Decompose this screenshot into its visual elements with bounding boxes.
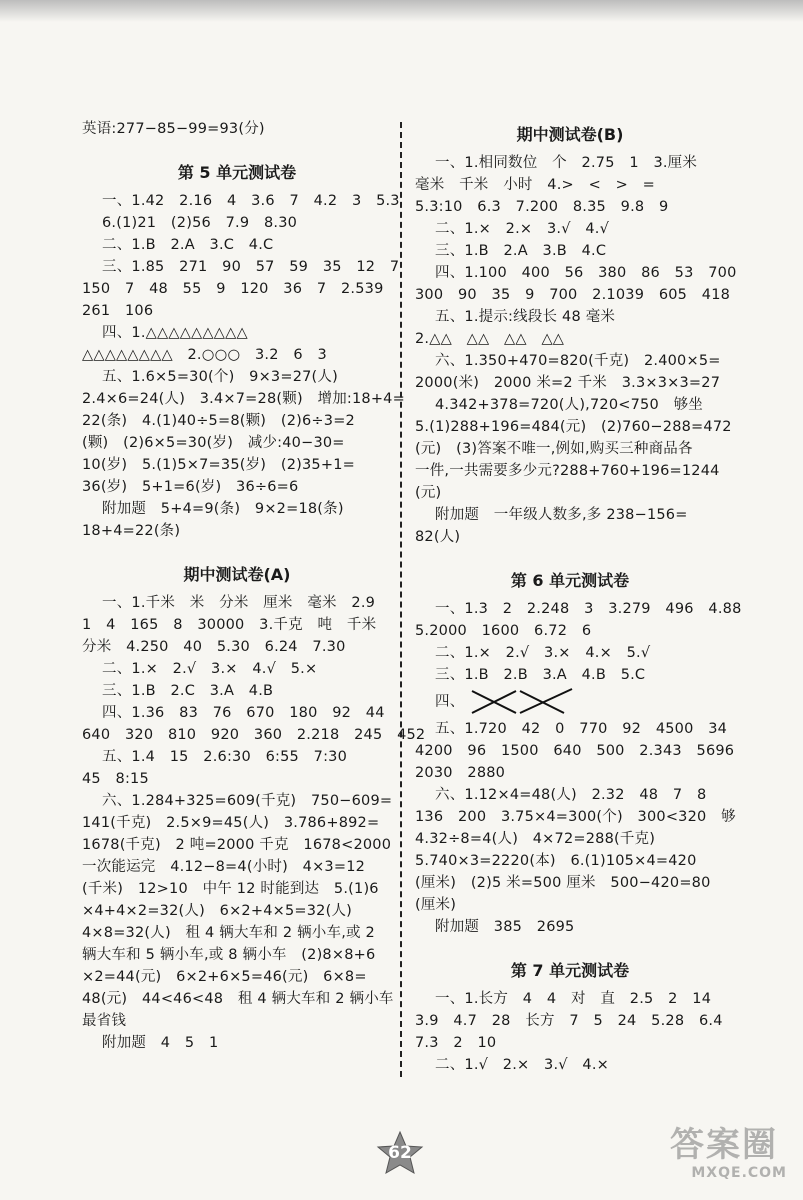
answer-line: 2030 2880 [415, 765, 506, 781]
answer-line: △△△△△△△△ 2.○○○ 3.2 6 3 [82, 347, 327, 363]
answer-line: 5.(1)288+196=484(元) (2)760−288=472 [415, 419, 732, 435]
answer-line: 六、1.12×4=48(人) 2.32 48 7 8 [435, 787, 707, 803]
answer-line: 2.△△ △△ △△ △△ [415, 331, 565, 347]
answer-line: 四、1.△△△△△△△△△ [102, 325, 248, 341]
answer-line: (元) [415, 485, 442, 501]
answer-line: 三、1.B 2.C 3.A 4.B [102, 683, 274, 699]
unit6-title: 第 6 单元测试卷 [510, 571, 630, 590]
midterm-a-title: 期中测试卷(A) [183, 565, 291, 584]
answer-line: 261 106 [82, 303, 154, 319]
answer-line: 二、1.× 2.√ 3.× 4.√ 5.× [102, 661, 318, 677]
answer-line: (厘米) [415, 897, 457, 913]
answer-line: 141(千克) 2.5×9=45(人) 3.786+892= [82, 815, 380, 831]
answer-line: 150 7 48 55 9 120 36 7 2.539 [82, 281, 384, 297]
answer-line: 三、1.85 271 90 57 59 35 12 7 [102, 259, 400, 275]
site-watermark [670, 1125, 795, 1195]
column-divider [400, 122, 402, 1077]
answer-line: 辆大车和 5 辆小车,或 8 辆小车 (2)8×8+6 [82, 947, 376, 963]
answer-line: 640 320 810 920 360 2.218 245 452 [82, 727, 426, 743]
unit7-title: 第 7 单元测试卷 [510, 961, 630, 980]
answer-line: 300 90 35 9 700 2.1039 605 418 [415, 287, 731, 303]
answer-line: 三、1.B 2.A 3.B 4.C [435, 243, 607, 259]
page-number: 62 [388, 1143, 412, 1163]
right-column [415, 118, 742, 1076]
answer-line: 4.32÷8=4(人) 4×72=288(千克) [415, 831, 656, 847]
answer-line: 136 200 3.75×4=300(个) 300<320 够 [415, 809, 736, 825]
answer-line: 1 4 165 8 30000 3.千克 吨 千米 [82, 617, 377, 633]
answer-line: 4200 96 1500 640 500 2.343 5696 [415, 743, 735, 759]
answer-line: 4.342+378=720(人),720<750 够坐 [435, 397, 703, 413]
answer-line: 2000(米) 2000 米=2 千米 3.3×3×3=27 [415, 375, 721, 391]
unit7-answers [415, 988, 725, 1076]
matching-line-row [415, 686, 725, 718]
answer-line: 48(元) 44<46<48 租 4 辆大车和 2 辆小车 [82, 991, 394, 1007]
answer-line: (千米) 12>10 中午 12 时能到达 5.(1)6 [82, 881, 379, 897]
answer-line: (厘米) (2)5 米=500 厘米 500−420=80 [415, 875, 711, 891]
answer-line: 四、1.100 400 56 380 86 53 700 [435, 265, 737, 281]
midterm-a-answers [82, 592, 426, 1054]
answer-line: 一、1.长方 4 4 对 直 2.5 2 14 [435, 991, 712, 1007]
answer-line: 六、1.284+325=609(千克) 750−609= [102, 793, 393, 809]
answer-line: 6.(1)21 (2)56 7.9 8.30 [102, 215, 298, 231]
midterm-b-title: 期中测试卷(B) [516, 125, 624, 144]
section-four-label: 四、 [435, 694, 465, 710]
answer-line: 五、1.6×5=30(个) 9×3=27(人) [102, 369, 338, 385]
answer-line: 二、1.× 2.× 3.√ 4.√ [435, 221, 610, 237]
answer-line: 3.9 4.7 28 长方 7 5 24 5.28 6.4 [415, 1013, 723, 1029]
answer-line: 五、1.720 42 0 770 92 4500 34 [435, 721, 728, 737]
unit5-title: 第 5 单元测试卷 [177, 163, 297, 182]
answer-line: 5.740×3=2220(本) 6.(1)105×4=420 [415, 853, 697, 869]
answer-line: 二、1.B 2.A 3.C 4.C [102, 237, 274, 253]
watermark-logo-text: 答案圈 [670, 1125, 778, 1165]
answer-line: 三、1.B 2.B 3.A 4.B 5.C [435, 667, 646, 683]
answer-line: 五、1.提示:线段长 48 毫米 [435, 309, 616, 325]
answer-line: (颗) (2)6×5=30(岁) 减少:40−30= [82, 435, 345, 451]
answer-line: ×2=44(元) 6×2+6×5=46(元) 6×8= [82, 969, 367, 985]
english-score-line: 英语:277−85−99=93(分) [82, 121, 265, 137]
answer-line: 四、1.36 83 76 670 180 92 44 [102, 705, 385, 721]
answer-line: 45 8:15 [82, 771, 149, 787]
answer-line: 1678(千克) 2 吨=2000 千克 1678<2000 [82, 837, 392, 853]
bonus-question-cont: 82(人) [415, 529, 461, 545]
answer-line: 5.3:10 6.3 7.200 8.35 9.8 9 [415, 199, 669, 215]
midterm-b-answers [415, 152, 737, 548]
unit6-answers [415, 598, 742, 938]
answer-line: 二、1.√ 2.× 3.√ 4.× [435, 1057, 610, 1073]
answer-line: 一、1.3 2 2.248 3 3.279 496 4.88 [435, 601, 742, 617]
answer-line: 2.4×6=24(人) 3.4×7=28(颗) 增加:18+4= [82, 391, 405, 407]
unit5-answers [82, 190, 405, 542]
answer-line: 二、1.× 2.√ 3.× 4.× 5.√ [435, 645, 651, 661]
answer-line: 毫米 千米 小时 4.> < > = [415, 177, 656, 193]
answer-line: 六、1.350+470=820(千克) 2.400×5= [435, 353, 721, 369]
bonus-question: 附加题 5+4=9(条) 9×2=18(条) [102, 501, 344, 517]
scan-top-edge [0, 0, 803, 22]
bonus-question: 附加题 4 5 1 [102, 1035, 219, 1051]
bonus-question: 附加题 385 2695 [435, 919, 575, 935]
matching-lines-icon [468, 687, 598, 717]
answer-line: 一次能运完 4.12−8=4(小时) 4×3=12 [82, 859, 366, 875]
answer-line: 分米 4.250 40 5.30 6.24 7.30 [82, 639, 346, 655]
answer-line: 7.3 2 10 [415, 1035, 497, 1051]
answer-line: 一件,一共需要多少元?288+760+196=1244 [415, 463, 720, 479]
watermark-url: MXQE.COM [691, 1165, 787, 1181]
answer-line: 一、1.千米 米 分米 厘米 毫米 2.9 [102, 595, 376, 611]
bonus-question-cont: 18+4=22(条) [82, 523, 181, 539]
answer-line: 一、1.42 2.16 4 3.6 7 4.2 3 5.3 [102, 193, 400, 209]
answer-line: 最省钱 [82, 1013, 127, 1029]
answer-line: 五、1.4 15 2.6:30 6:55 7:30 [102, 749, 348, 765]
answer-line: 一、1.相同数位 个 2.75 1 3.厘米 [435, 155, 698, 171]
answer-line: 5.2000 1600 6.72 6 [415, 623, 592, 639]
page-number-badge [375, 1130, 425, 1176]
answer-line: 22(条) 4.(1)40÷5=8(颗) (2)6÷3=2 [82, 413, 355, 429]
bonus-question: 附加题 一年级人数多,多 238−156= [435, 507, 688, 523]
answer-line: ×4+4×2=32(人) 6×2+4×5=32(人) [82, 903, 353, 919]
answer-line: 4×8=32(人) 租 4 辆大车和 2 辆小车,或 2 [82, 925, 375, 941]
left-column [82, 118, 426, 1054]
answer-line: (元) (3)答案不唯一,例如,购买三种商品各 [415, 441, 693, 457]
answer-line: 10(岁) 5.(1)5×7=35(岁) (2)35+1= [82, 457, 355, 473]
answer-line: 36(岁) 5+1=6(岁) 36÷6=6 [82, 479, 299, 495]
